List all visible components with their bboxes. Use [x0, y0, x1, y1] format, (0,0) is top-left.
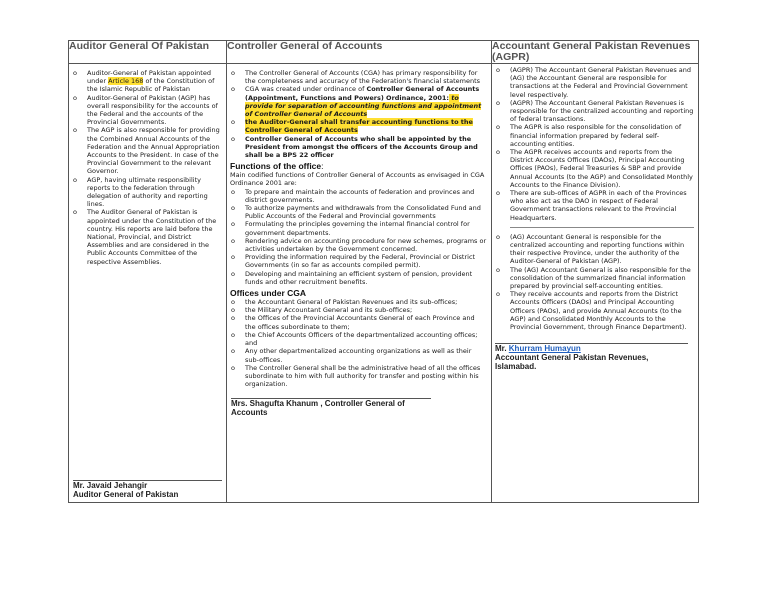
agpr-signature [495, 343, 688, 371]
bullet-icon: o [231, 118, 235, 127]
signature-title: Accountant General Pakistan Revenues, Islamabad. [495, 353, 649, 372]
list-item: o Any other departmentalized accounting organizations as well as their sub-offices. [231, 347, 472, 364]
offices-list [227, 298, 491, 388]
cga-intro-list [227, 69, 491, 159]
bullet-icon: o [73, 208, 77, 217]
list-item: o the Military Accountant General and its sub-offices; [231, 306, 413, 315]
signature-title: Auditor General of Pakistan [73, 490, 179, 499]
list-item: o The AGPR receives accounts and reports from the District Accounts Offices (DAOs), Principal Accounting Offices (PAOs), Federal Treasuries & SBP and provide Annual Accounts (to the AGP) and Consolidated Monthly Accounts to the Finance Division). [496, 148, 693, 189]
list-item: o the Chief Accounts Officers of the departmentalized accounting offices; and [231, 330, 478, 348]
list-item: o (AGPR) The Accountant General Pakistan Revenues is responsible for the centralized accounting and reporting of federal transactions. [496, 98, 694, 124]
list-item: o The Auditor General of Pakistan is appointed under the Constitution of the country. His reports are laid before the National, Provincial, and District Assemblies and are considered in the Public Accounts Committee of the respective Assemblies. [73, 208, 217, 266]
bullet-icon: o [231, 330, 235, 339]
auditor-general-list [69, 69, 226, 266]
bullet-icon: o [231, 363, 235, 372]
header-controller-general: Controller General of Accounts [227, 41, 492, 64]
khurram-humayun-link[interactable]: Khurram Humayun [508, 344, 581, 354]
functions-heading: Functions of the office: [230, 161, 324, 172]
bullet-icon: o [231, 85, 235, 94]
list-item: o There are sub-offices of AGPR in each of the Provinces who also act as the DAO in respect of Federal Government transactions relevant to the Provincial Headquarters. [496, 189, 687, 222]
bullet-icon: o [231, 187, 235, 196]
auditor-general-signature [73, 480, 222, 499]
list-item: o The Controller General shall be the administrative head of all the offices subordinate to him with full authority for transfer and posting within his organization. [231, 363, 481, 389]
list-item: o (AG) Accountant General is responsible for the centralized accounting and reporting functions within their respective Province, under the authority of the Auditor-General of Pakistan (AGP). [496, 232, 685, 266]
bullet-icon: o [231, 269, 235, 278]
list-item: o To authorize payments and withdrawals from the Consolidated Fund and Public Accounts of the Federal and Provincial governments [231, 204, 481, 221]
list-item: o the Accountant General of Pakistan Revenues and its sub-offices; [231, 298, 458, 307]
list-item: o Developing and maintaining an efficient system of pension, provident funds and other recruitment benefits. [231, 269, 473, 286]
list-item: o AGP, having ultimate responsibility reports to the federation through delegation of authority and reporting lines. [73, 175, 208, 209]
bullet-icon: o [231, 220, 235, 229]
offices-heading: Offices under CGA [230, 288, 307, 299]
signature-name: Mr. Javaid Jehangir [73, 480, 222, 490]
bullet-icon: o [231, 69, 235, 77]
ordinance-highlight: to provide for separation of accounting functions and appointment of Controller General of Accounts [245, 93, 482, 119]
list-item: o CGA was created under ordinance of Controller General of Accounts (Appointment, Functions and Powers) Ordinance, 2001: to provide for separation of accounting functions and appointment of Controller General of Accounts [231, 85, 482, 119]
header-auditor-general: Auditor General Of Pakistan [69, 41, 227, 64]
list-item: o Rendering advice on accounting procedure for new schemes, programs or activities undertaken by the Government concerned. [231, 236, 487, 254]
agpr-list [492, 66, 698, 222]
list-item: o (AGPR) The Accountant General Pakistan Revenues and (AG) the Accountant General are responsible for transactions at the Federal and Provincial Government level respectively. [496, 66, 692, 99]
auditor-general-cell [69, 64, 227, 503]
list-item: o The AGPR is also responsible for the consolidation of financial information prepared by federal self-accounting entities. [496, 123, 682, 148]
list-item: o To prepare and maintain the accounts of federation and provinces and district governments. [231, 187, 475, 204]
signature-name: Mrs. Shagufta Khanum , Controller General of Accounts [231, 398, 431, 417]
signature-name: Mr. Khurram Humayun [495, 343, 688, 353]
comparison-table [68, 40, 699, 503]
bullet-icon: o [496, 232, 500, 241]
functions-intro: Main codified functions of Controller General of Accounts as envisaged in CGA Ordinance 2001 are: [230, 171, 485, 188]
list-item: o Formulating the principles governing the internal financial control for government departments. [231, 220, 470, 237]
functions-list [227, 188, 491, 286]
bullet-icon: o [231, 253, 235, 262]
list-item: o Controller General of Accounts who shall be appointed by the President from amongst the officers of the Accounts Group and shall be a BPS 22 officer [231, 134, 478, 160]
header-row [69, 41, 699, 64]
controller-general-cell [227, 64, 492, 503]
bullet-icon: o [231, 236, 235, 245]
list-item: o Auditor-General of Pakistan (AGP) has overall responsibility for the accounts of the Federal and the accounts of the Provincial Governments. [73, 93, 218, 127]
list-item: o The Controller General of Accounts (CGA) has primary responsibility for the completeness and accuracy of the Federation's financial statements [231, 69, 481, 86]
bullet-icon: o [496, 148, 500, 157]
header-agpr: Accountant General Pakistan Revenues (AGPR) [492, 41, 699, 64]
bullet-icon: o [496, 189, 500, 198]
article-168-highlight: Article 168 [108, 77, 144, 86]
divider [510, 227, 694, 228]
bullet-icon: o [231, 306, 235, 315]
ag-list [492, 233, 698, 331]
bullet-icon: o [231, 134, 235, 143]
bullet-icon: o [496, 290, 500, 299]
transfer-highlight: the Auditor-General shall transfer accounting functions to the Controller General of Accounts [245, 118, 473, 135]
list-item: o Providing the information required by the Federal, Provincial or District Governments (in so far as accounts compiled permit). [231, 253, 476, 270]
agpr-cell [492, 64, 699, 503]
bullet-icon: o [496, 66, 500, 74]
bullet-icon: o [73, 126, 77, 135]
bullet-icon: o [73, 69, 77, 77]
bullet-icon: o [496, 98, 500, 107]
bullet-icon: o [73, 93, 77, 102]
list-item: o The AGP is also responsible for providing the Combined Annual Accounts of the Federation and the Annual Appropriation Accounts to the President. In case of the Provincial Government to the relevant Governor. [73, 126, 220, 176]
bullet-icon: o [231, 347, 235, 356]
list-item: o the Offices of the Provincial Accountants General of each Province and the offices subordinate to them; [231, 314, 475, 331]
bullet-icon: o [231, 314, 235, 323]
list-item: o They receive accounts and reports from the District Accounts Officers (DAOs) and Principal Accounting Officers (PAOs), and provide Annual Accounts (to the AGP) and Consolidated Monthly Accounts to the Provincial Government, through Finance Department). [496, 290, 687, 332]
list-item: o Auditor-General of Pakistan appointed under Article 168 of the Constitution of the Islamic Republic of Pakistan [73, 69, 215, 94]
bullet-icon: o [231, 298, 235, 307]
content-row [69, 64, 699, 503]
bullet-icon: o [73, 175, 77, 184]
list-item: o The (AG) Accountant General is also responsible for the consolidation of the summarized financial information prepared by provincial self-accounting entities. [496, 265, 691, 291]
bullet-icon: o [231, 204, 235, 213]
bullet-icon: o [496, 265, 500, 274]
cga-signature [231, 398, 431, 417]
bullet-icon: o [496, 123, 500, 132]
list-item [227, 118, 491, 134]
